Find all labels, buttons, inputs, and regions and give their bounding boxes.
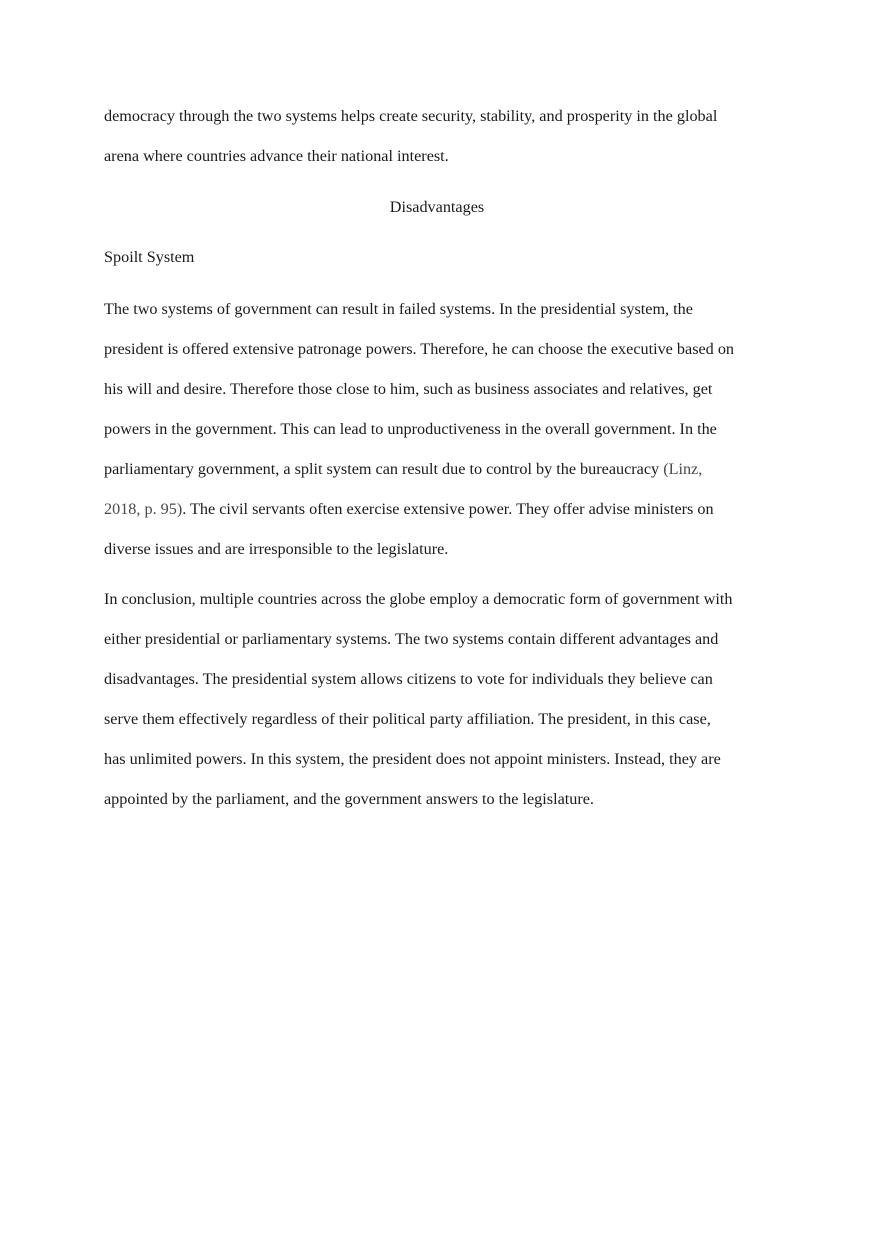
- paragraph-line: disadvantages. The presidential system allows citizens to vote for individuals they believe can: [104, 670, 713, 688]
- citation: (Linz,: [663, 460, 703, 478]
- paragraph-line: diverse issues and are irresponsible to the legislature.: [104, 540, 449, 558]
- paragraph-line: his will and desire. Therefore those close to him, such as business associates and relatives, get: [104, 380, 713, 398]
- paragraph-line: serve them effectively regardless of their political party affiliation. The president, in this case,: [104, 710, 711, 728]
- subheading-spoilt-system: Spoilt System: [104, 248, 195, 266]
- paragraph-line: democracy through the two systems helps create security, stability, and prosperity in the global: [104, 107, 718, 125]
- paragraph-line: powers in the government. This can lead to unproductiveness in the overall government. In the: [104, 420, 717, 438]
- paragraph-line: arena where countries advance their national interest.: [104, 147, 449, 165]
- paragraph-line: president is offered extensive patronage powers. Therefore, he can choose the executive based on: [104, 340, 735, 358]
- section-heading-disadvantages: Disadvantages: [389, 198, 485, 216]
- paragraph-line: has unlimited powers. In this system, the president does not appoint ministers. Instead, they are: [104, 750, 721, 768]
- spoilt-system-paragraph: [104, 289, 784, 569]
- line-text: . The civil servants often exercise extensive power. They offer advise ministers on: [182, 500, 714, 518]
- paragraph-line: The two systems of government can result in failed systems. In the presidential system, the: [104, 300, 693, 318]
- conclusion-paragraph: [104, 579, 784, 819]
- paragraph-line: either presidential or parliamentary systems. The two systems contain different advantages and: [104, 630, 719, 648]
- paragraph-line: [104, 489, 784, 529]
- continued-paragraph: [104, 96, 784, 176]
- paragraph-line: appointed by the parliament, and the government answers to the legislature.: [104, 790, 594, 808]
- citation: 2018, p. 95): [104, 500, 183, 518]
- line-text: parliamentary government, a split system can result due to control by the bureaucracy: [104, 460, 664, 478]
- paragraph-line: In conclusion, multiple countries across the globe employ a democratic form of government with: [104, 590, 733, 608]
- paragraph-line: [104, 449, 784, 489]
